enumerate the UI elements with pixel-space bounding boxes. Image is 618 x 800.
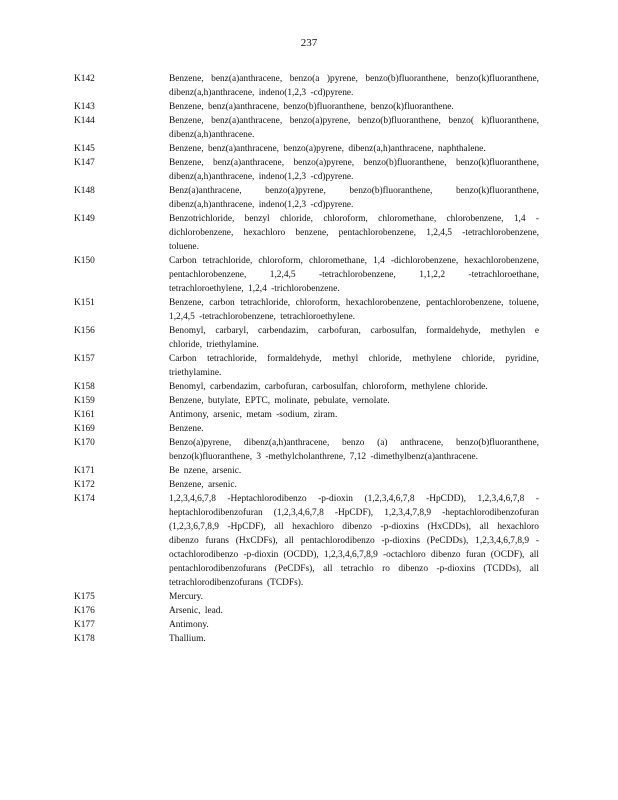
page-number: 237 xyxy=(300,37,318,49)
list-item xyxy=(74,212,544,254)
list-item xyxy=(74,72,544,100)
constituent-list: Benzene, arsenic. xyxy=(169,480,237,490)
list-item xyxy=(74,632,544,646)
constituent-list: Benzene. xyxy=(169,424,204,434)
list-item xyxy=(74,114,544,142)
list-item xyxy=(74,604,544,618)
list-item xyxy=(74,100,544,114)
constituent-list: 1,2,3,4,6,7,8 -Heptachlorodibenzo -p-dioxin (1,2,3,4,6,7,8 -HpCDD), 1,2,3,4,6,7,8 -heptachlorodibenzofuran (1,2,3,4,6,7,8 -HpCDF), 1,2,3,4,7,8,9 -heptachlorodibenzofuran (1,2,3,6,7,8,9 -HpCDF), all hexachloro dibenzo -p-dioxins (HxCDDs), all hexachloro dibenzo furans (HxCDFs), all pentachlorodibenzo -p-dioxins (PeCDDs), 1,2,3,4,6,7,8,9 -octachlorodibenzo -p-dioxin (OCDD), 1,2,3,4,6,7,8,9 -octachloro dibenzo furan (OCDF), all pentachlorodibenzofurans (PeCDFs), all tetrachlo ro dibenzo -p-dioxins (TCDDs), all tetrachlorodibenzofurans (TCDFs). xyxy=(169,494,539,588)
list-item xyxy=(74,296,544,324)
waste-code: K170 xyxy=(74,438,95,448)
list-item xyxy=(74,184,544,212)
list-item xyxy=(74,464,544,478)
list-item xyxy=(74,142,544,156)
constituent-list: Benzene, benz(a)anthracene, benzo(a)pyrene, dibenz(a,h)anthracene, naphthalene. xyxy=(169,144,486,154)
waste-code: K178 xyxy=(74,634,95,644)
list-item xyxy=(74,156,544,184)
list-item xyxy=(74,436,544,464)
waste-code: K157 xyxy=(74,354,95,364)
waste-code: K169 xyxy=(74,424,95,434)
constituent-list: Benzene, butylate, EPTC, molinate, pebulate, vernolate. xyxy=(169,396,390,406)
constituent-list: Benzotrichloride, benzyl chloride, chloroform, chloromethane, chlorobenzene, 1,4 -dichlorobenzene, hexachloro benzene, pentachlorobenzene, 1,2,4,5 -tetrachlorobenzene, toluene. xyxy=(169,214,539,252)
waste-code: K177 xyxy=(74,620,95,630)
waste-code: K171 xyxy=(74,466,95,476)
constituent-list: Benomyl, carbendazim, carbofuran, carbosulfan, chloroform, methylene chloride. xyxy=(169,382,488,392)
list-item xyxy=(74,408,544,422)
waste-code: K150 xyxy=(74,256,95,266)
waste-code: K172 xyxy=(74,480,95,490)
list-item xyxy=(74,324,544,352)
waste-code: K147 xyxy=(74,158,95,168)
list-item xyxy=(74,352,544,380)
waste-code: K161 xyxy=(74,410,95,420)
constituent-list: Be nzene, arsenic. xyxy=(169,466,242,476)
list-item xyxy=(74,492,544,590)
list-item xyxy=(74,618,544,632)
waste-code: K174 xyxy=(74,494,95,504)
waste-code: K149 xyxy=(74,214,95,224)
waste-code: K158 xyxy=(74,382,95,392)
constituent-list: Benzo(a)pyrene, dibenz(a,h)anthracene, benzo (a) anthracene, benzo(b)fluoranthene, benzo(k)fluoranthene, 3 -methylcholanthrene, 7,12 -dimethylbenz(a)anthracene. xyxy=(169,438,539,462)
list-item xyxy=(74,254,544,296)
waste-code: K145 xyxy=(74,144,95,154)
waste-code: K175 xyxy=(74,592,95,602)
constituent-list: Benzene, benz(a)anthracene, benzo(b)fluoranthene, benzo(k)fluoranthene. xyxy=(169,102,454,112)
waste-code: K143 xyxy=(74,102,95,112)
constituent-list: Carbon tetrachloride, chloroform, chloromethane, 1,4 -dichlorobenzene, hexachlorobenzene, pentachlorobenzene, 1,2,4,5 -tetrachlorobenzene, 1,1,2,2 -tetrachloroethane, tetrachloroethylene, 1,2,4 -trichlorobenzene. xyxy=(169,256,539,294)
constituent-list: Benzene, benz(a)anthracene, benzo(a)pyrene, benzo(b)fluoranthene, benzo( k)fluoranthene, dibenz(a,h)anthracene. xyxy=(169,116,539,140)
constituent-list: Antimony. xyxy=(169,620,209,630)
list-item xyxy=(74,590,544,604)
waste-code-list xyxy=(74,72,544,646)
constituent-list: Arsenic, lead. xyxy=(169,606,223,616)
constituent-list: Thallium. xyxy=(169,634,206,644)
waste-code: K151 xyxy=(74,298,95,308)
constituent-list: Benzene, benz(a)anthracene, benzo(a)pyrene, benzo(b)fluoranthene, benzo(k)fluoranthene, dibenz(a,h)anthracene, indeno(1,2,3 -cd)pyrene. xyxy=(169,158,539,182)
waste-code: K159 xyxy=(74,396,95,406)
constituent-list: Mercury. xyxy=(169,592,204,602)
waste-code: K144 xyxy=(74,116,95,126)
waste-code: K148 xyxy=(74,186,95,196)
list-item xyxy=(74,422,544,436)
constituent-list: Benzene, benz(a)anthracene, benzo(a )pyrene, benzo(b)fluoranthene, benzo(k)fluoranthene, dibenz(a,h)anthracene, indeno(1,2,3 -cd)pyrene. xyxy=(169,74,539,98)
constituent-list: Antimony, arsenic, metam -sodium, ziram. xyxy=(169,410,338,420)
list-item xyxy=(74,394,544,408)
constituent-list: Benomyl, carbaryl, carbendazim, carbofuran, carbosulfan, formaldehyde, methylen e chloride, triethylamine. xyxy=(169,326,539,350)
list-item xyxy=(74,478,544,492)
list-item xyxy=(74,380,544,394)
waste-code: K176 xyxy=(74,606,95,616)
waste-code: K156 xyxy=(74,326,95,336)
constituent-list: Benzene, carbon tetrachloride, chloroform, hexachlorobenzene, pentachlorobenzene, toluene, 1,2,4,5 -tetrachlorobenzene, tetrachloroethylene. xyxy=(169,298,539,322)
waste-code: K142 xyxy=(74,74,95,84)
constituent-list: Carbon tetrachloride, formaldehyde, methyl chloride, methylene chloride, pyridine, triethylamine. xyxy=(169,354,539,378)
constituent-list: Benz(a)anthracene, benzo(a)pyrene, benzo(b)fluoranthene, benzo(k)fluoranthene, dibenz(a,h)anthracene, indeno(1,2,3 -cd)pyrene. xyxy=(169,186,539,210)
